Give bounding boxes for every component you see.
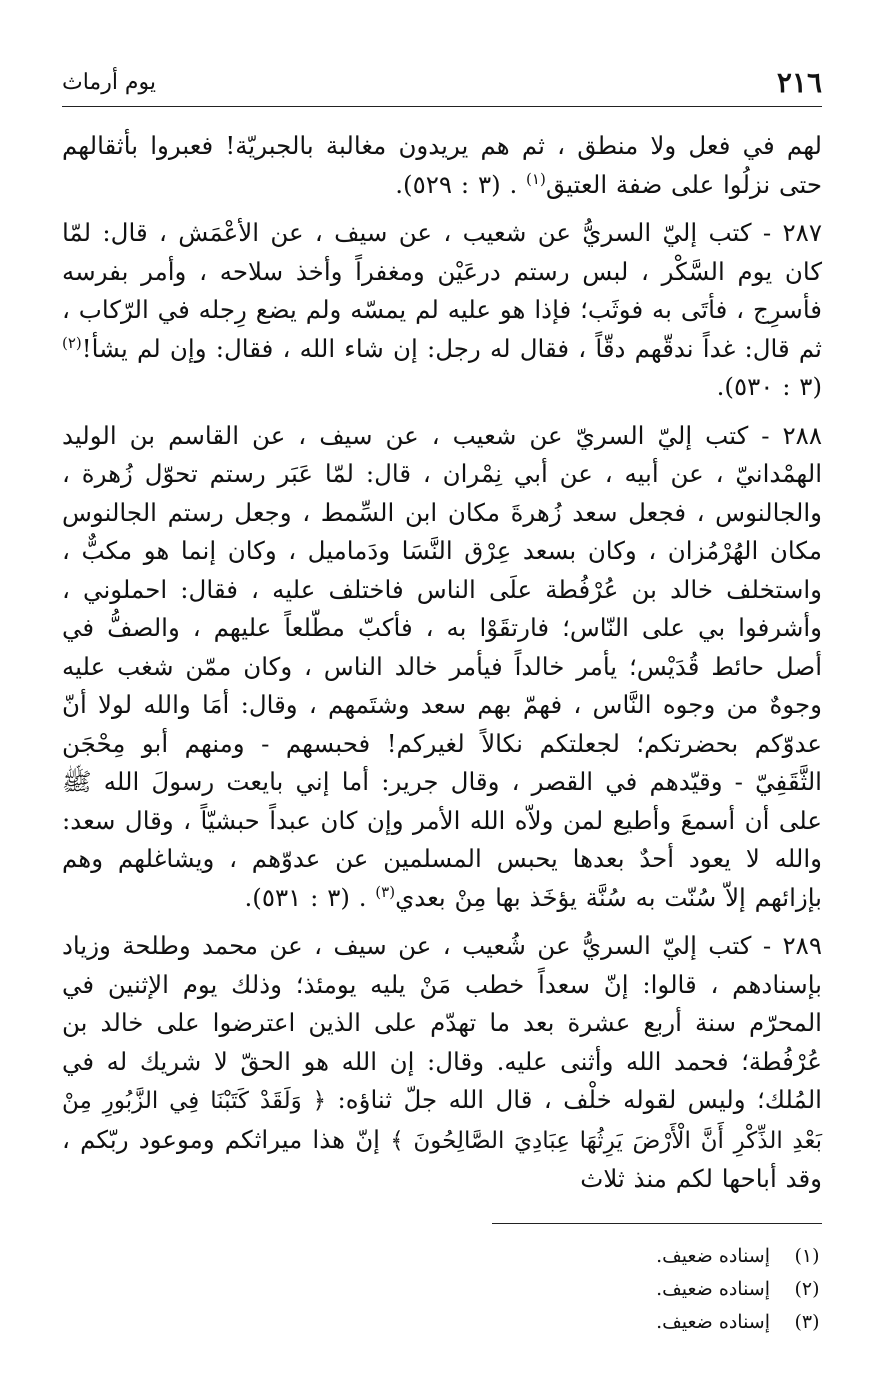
paragraph-text-continued: إنّ هذا ميراثكم وموعود ربّكم ، وقد أباحها لكم منذ ثلاث: [62, 1124, 822, 1193]
footnote-separator: [492, 1223, 822, 1224]
citation: . (٣ : ٥٢٩).: [395, 169, 518, 199]
running-title: يوم أرماث: [62, 70, 157, 95]
footnote-number: (٢): [794, 1277, 820, 1300]
footnotes: [62, 1240, 822, 1339]
paragraph-text: ٢٨٩ - كتب إليّ السريُّ عن شُعيب ، عن سيف ، عن محمد وطلحة وزياد بإسنادهم ، قالوا: إنّ سعداً خطب مَنْ يليه يومئذ؛ وذلك يوم الإثنين في المحرّم سنة أربع عشرة بعد ما تهدّم على الذين اعترضوا على خالد بن عُرْفُطة؛ فحمد الله وأثنى عليه. وقال: إن الله هو الحقّ لا شريك له في المُلك؛ وليس لقوله خلْف ، قال الله جلّ ثناؤه:: [62, 931, 822, 1114]
footnote-reference: (١): [526, 169, 546, 188]
paragraph-289: [62, 927, 822, 1199]
paragraph-continuation: [62, 127, 822, 204]
quran-verse: ﴿ وَلَقَدْ كَتَبْنَا فِي الزَّبُورِ مِنْ بَعْدِ الذِّكْرِ أَنَّ الْأَرْضَ يَرِثُهَا عِبَادِيَ الصَّالِحُونَ ﴾: [62, 1088, 822, 1154]
paragraph-text: ٢٨٨ - كتب إليّ السريّ عن شعيب ، عن سيف ، عن القاسم بن الوليد الهمْدانيّ ، عن أبيه ، عن أبي نِمْران ، قال: لمّا عَبَر رستم تحوّل زُهرة ، والجالنوس ، فجعل سعد زُهرةَ مكان ابن السِّمط ، وجعل رستم الجالنوس مكان الهُرْمُزان ، وكان بسعد عِرْق النَّسَا ودَماميل ، وكان إنما هو مكبٌّ ، واستخلف خالد بن عُرْفُطة علَى الناس فاختلف عليه ، فقال: احملوني ، وأشرفوا بي على النّاس؛ فارتقَوْا به ، فأكبّ مطّلعاً عليهم ، والصفُّ في أصل حائط قُدَيْس؛ يأمر خالداً فيأمر خالد الناس ، وكان ممّن شغب عليه وجوهٌ من وجوه النَّاس ، فهمّ بهم سعد وشتَمهم ، وقال: أمَا والله لولا أنّ عدوّكم بحضرتكم؛ لجعلتكم نكالاً لغيركم! فحبسهم - ومنهم أبو مِحْجَن الثَّقَفِيّ - وقيّدهم في القصر ، وقال جرير: أما إني بايعت رسولَ الله ﷺ على أن أسمعَ وأطيع لمن ولاّه الله الأمر وإن كان عبداً حبشيّاً ، وقال سعد: والله لا يعود أحدٌ بعدها يحبس المسلمين عن عدوّهم ، ويشاغلهم وهم بإزائهم إلاّ سُنّت به سُنَّة يؤخَذ بها مِنْ بعدي: [62, 420, 822, 912]
footnote-separator-wrap: [62, 1199, 822, 1224]
paragraph-text: لهم في فعل ولا منطق ، ثم هم يريدون مغالبة بالجبريّة! فعبروا بأثقالهم حتى نزلُوا على ضفة العتيق: [62, 131, 822, 199]
footnote-item: [62, 1273, 822, 1306]
citation: . (٣ : ٥٣١).: [244, 882, 367, 912]
paragraph-287: [62, 214, 822, 407]
page-number: ٢١٦: [776, 66, 822, 99]
footnote-reference: (٢): [62, 333, 82, 352]
footnote-item: [62, 1306, 822, 1339]
book-page: [62, 62, 822, 1352]
footnote-reference: (٣): [375, 882, 396, 901]
footnote-text: إسناده ضعيف.: [656, 1244, 770, 1267]
footnote-item: [62, 1240, 822, 1273]
footnote-number: (٣): [794, 1310, 820, 1333]
paragraph-288: [62, 417, 822, 918]
footnote-text: إسناده ضعيف.: [656, 1277, 770, 1300]
footnote-text: إسناده ضعيف.: [656, 1310, 770, 1333]
paragraph-text: ٢٨٧ - كتب إليّ السريُّ عن شعيب ، عن سيف ، عن الأعْمَش ، قال: لمّا كان يوم السَّكْر ، لبس رستم درعَيْن ومغفراً وأخذ سلاحه ، وأمر بفرسه فأسرِج ، فأتَى به فوثَب؛ فإذا هو عليه لم يمسّه ولم يضع رِجله في الرّكاب ، ثم قال: غداً ندقّهم دقّاً ، فقال له رجل: إن شاء الله ، فقال: وإن لم يشأ!: [62, 218, 822, 363]
footnote-number: (١): [794, 1244, 820, 1267]
citation: (٣ : ٥٣٠).: [716, 372, 822, 401]
page-header: [62, 62, 822, 107]
page-body: [62, 127, 822, 1199]
